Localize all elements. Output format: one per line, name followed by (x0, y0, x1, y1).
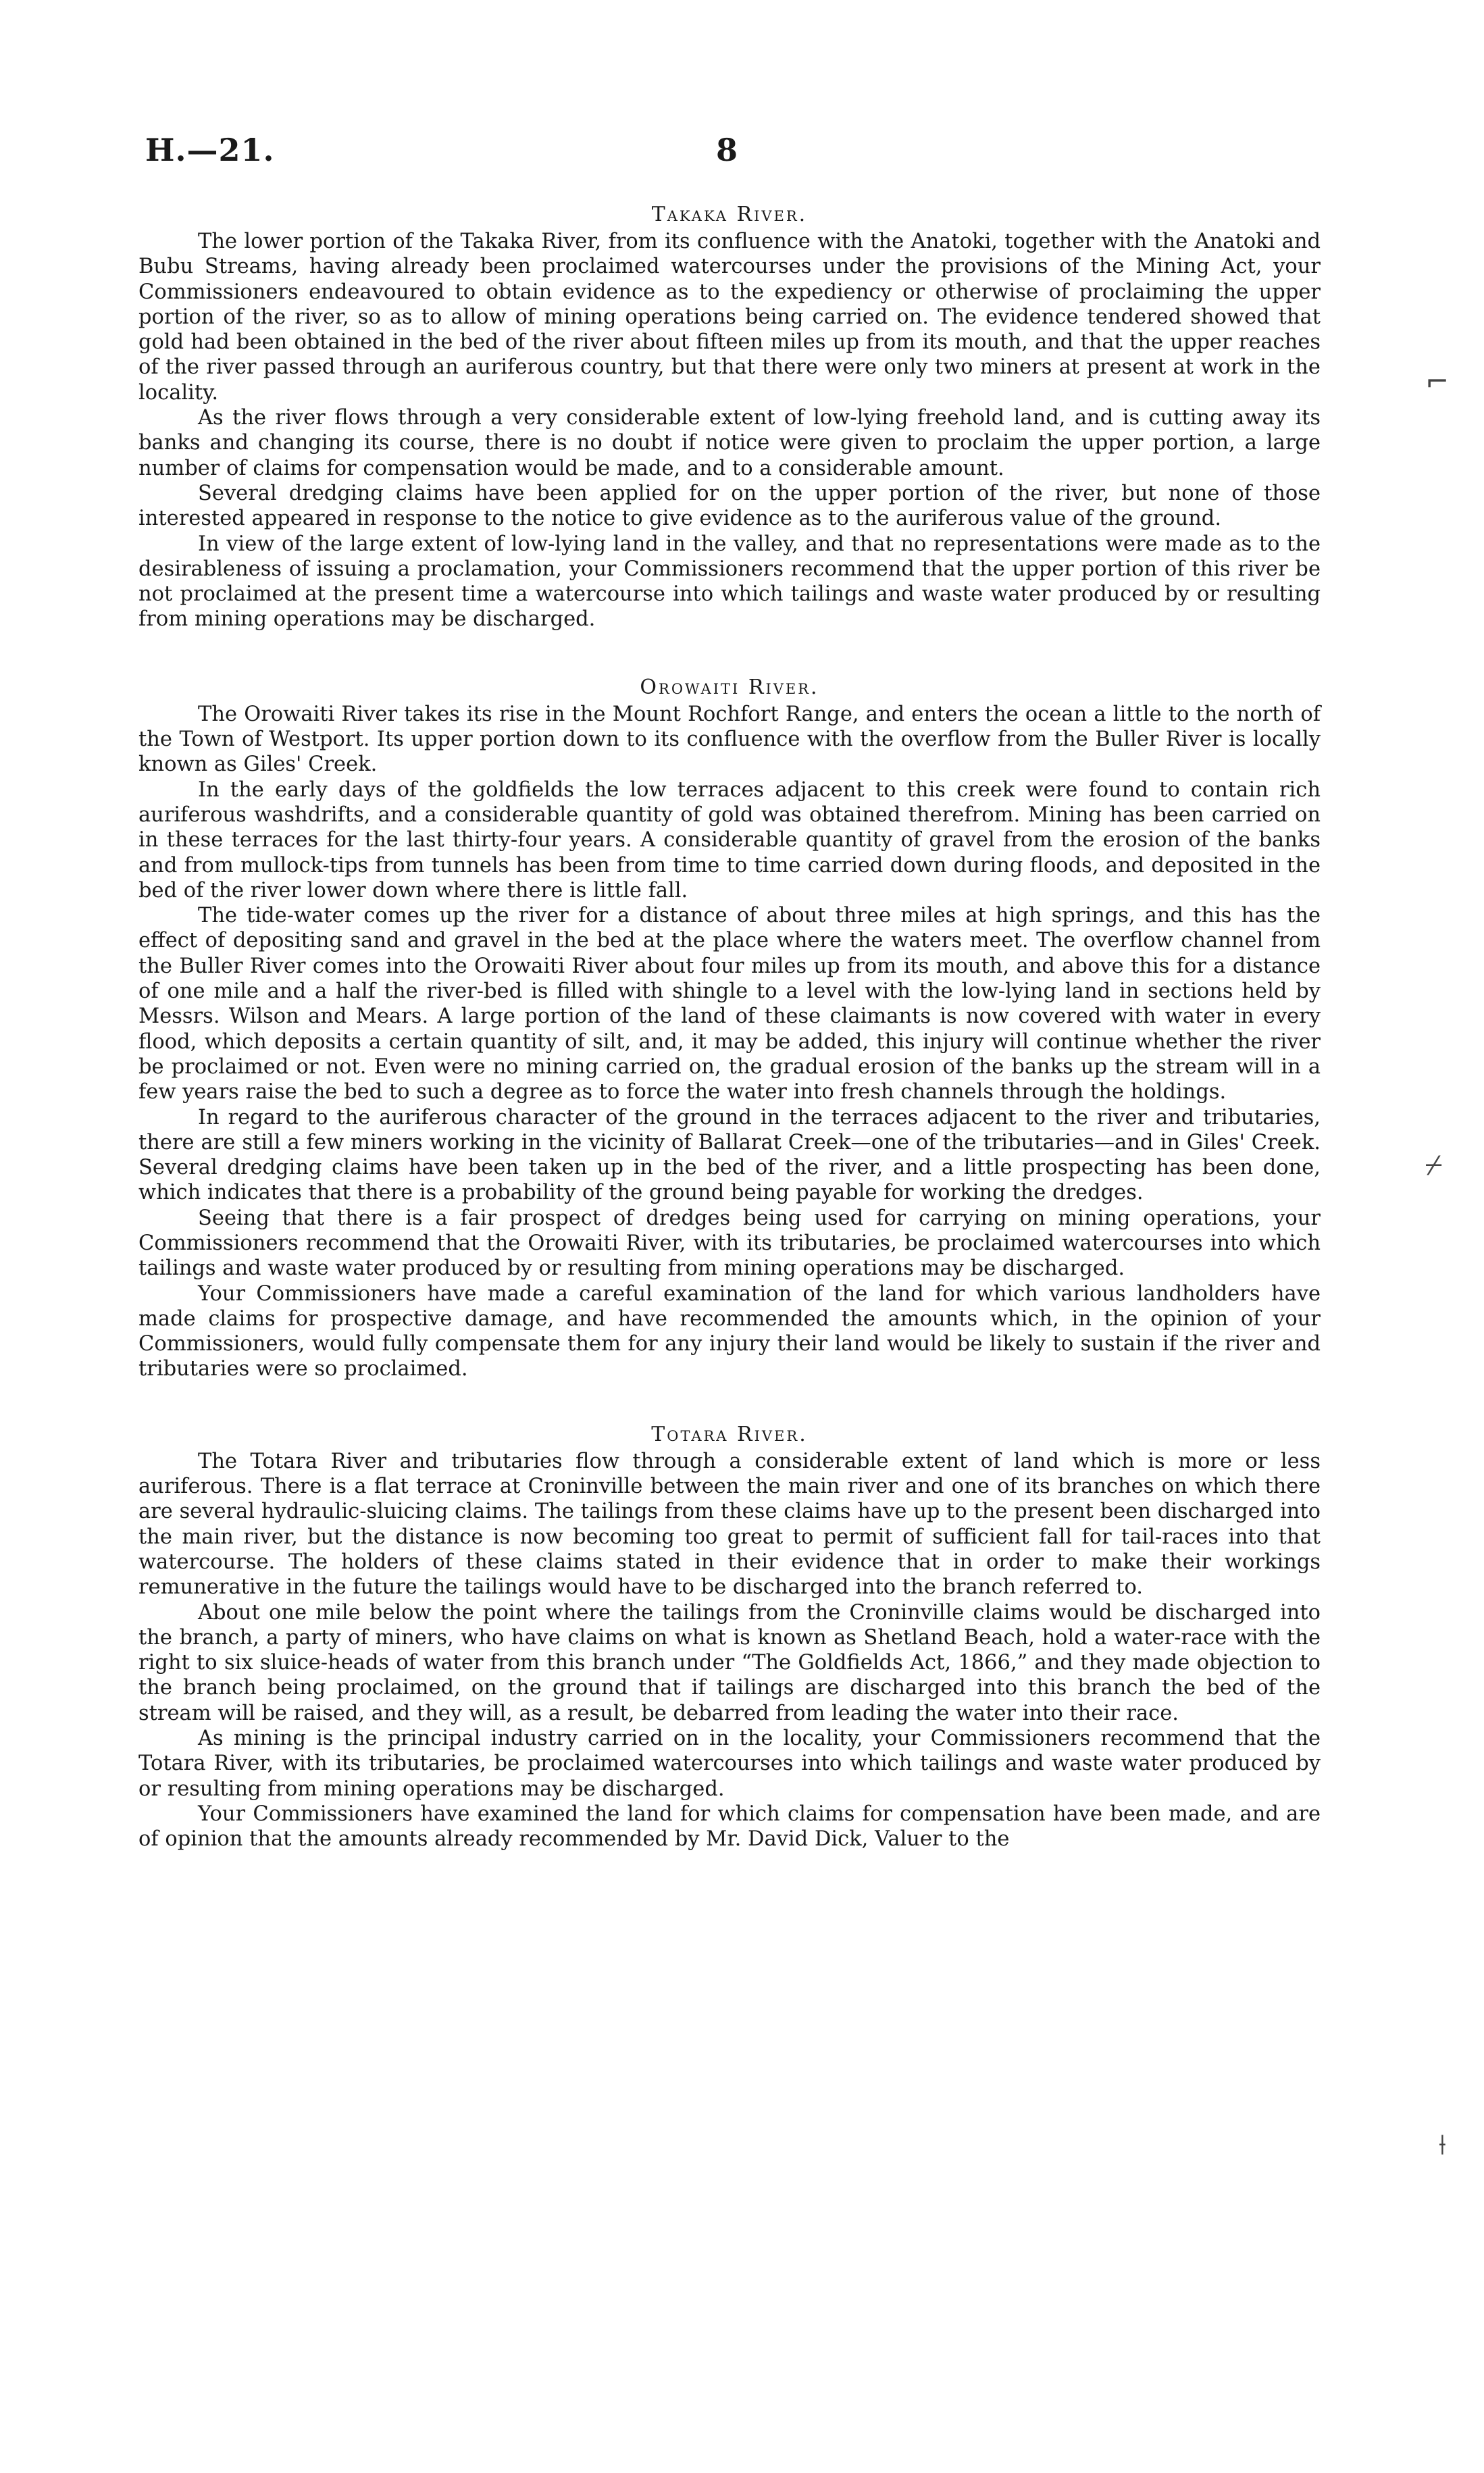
section-orowaiti-river (138, 675, 1321, 1382)
margin-mark-icon: ⌿ (1425, 1148, 1443, 1181)
paragraph: In view of the large extent of low-lying land in the valley, and that no representations were made as to the desirableness of issuing a proclamation, your Commissioners recommend that the upper portion of this river be not proclaimed at the present time a watercourse into which tailings and waste water produced by or resulting from mining operations may be discharged. (138, 532, 1321, 632)
paragraph: Your Commissioners have made a careful examination of the land for which various landholders have made claims for prospective damage, and have recommended the amounts which, in the opinion of your Commissioners, would fully compensate them for any injury their land would be likely to sustain if the river and tributaries were so proclaimed. (138, 1281, 1321, 1381)
paragraph: As the river flows through a very considerable extent of low-lying freehold land, and is cutting away its banks and changing its course, there is no doubt if notice were given to proclaim the upper portion, a large number of claims for compensation would be made, and to a considerable amount. (138, 406, 1321, 480)
margin-mark-icon: ⟊ (1439, 2128, 1446, 2161)
paragraph: In regard to the auriferous character of the ground in the terraces adjacent to the river and tributaries, there are still a few miners working in the vicinity of Ballarat Creek—one of the tributaries—and in Giles' Creek. Several dredging claims have been taken up in the bed of the river, and a little prospecting has been done, which indicates that there is a probability of the ground being payable for working the dredges. (138, 1105, 1321, 1205)
paragraph: Your Commissioners have examined the land for which claims for compensation have been made, and are of opinion that the amounts already recommended by Mr. David Dick, Valuer to the (138, 1802, 1321, 1852)
paragraph: Seeing that there is a fair prospect of dredges being used for carrying on mining operations, your Commissioners recommend that the Orowaiti River, with its tributaries, be proclaimed watercourses into which tailings and waste water produced by or resulting from mining operations may be discharged. (138, 1206, 1321, 1281)
page-number: 8 (716, 132, 738, 168)
paragraph: As mining is the principal industry carried on in the locality, your Commissioners recommend that the Totara River, with its tributaries, be proclaimed watercourses into which tailings and waste water produced by or resulting from mining operations may be discharged. (138, 1727, 1321, 1801)
document-body (138, 203, 1321, 1852)
section-totara-river (138, 1423, 1321, 1852)
document-reference: H.—21. (145, 132, 275, 168)
paragraph: The lower portion of the Takaka River, from its confluence with the Anatoki, together with the Anatoki and Bubu Streams, having already been proclaimed watercourses under the provisions of the Mining Act, your Commissioners endeavoured to obtain evidence as to the expediency or otherwise of proclaiming the upper portion of the river, so as to allow of mining operations being carried on. The evidence tendered showed that gold had been obtained in the bed of the river about fifteen miles up from its mouth, and that the upper reaches of the river passed through an auriferous country, but that there were only two miners at present at work in the locality. (138, 230, 1321, 405)
section-spacer (138, 632, 1321, 675)
section-heading: Orowaiti River. (640, 675, 819, 699)
margin-mark-icon: ⌐ (1425, 365, 1450, 398)
paragraph: Several dredging claims have been applied for on the upper portion of the river, but none of those interested appeared in response to the notice to give evidence as to the auriferous value of the ground. (138, 481, 1321, 531)
paragraph: About one mile below the point where the tailings from the Croninville claims would be discharged into the branch, a party of miners, who have claims on what is known as Shetland Beach, hold a water-race with the right to six sluice-heads of water from this branch under “The Goldfields Act, 1866,” and they made objection to the branch being proclaimed, on the ground that if tailings are discharged into this branch the bed of the stream will be raised, and they will, as a result, be debarred from leading the water into their race. (138, 1600, 1321, 1725)
section-spacer (138, 1382, 1321, 1423)
paragraph: The tide-water comes up the river for a distance of about three miles at high springs, and this has the effect of depositing sand and gravel in the bed at the place where the waters meet. The overflow channel from the Buller River comes into the Orowaiti River about four miles up from its mouth, and above this for a distance of one mile and a half the river-bed is filled with shingle to a level with the low-lying land in sections held by Messrs. Wilson and Mears. A large portion of the land of these claimants is now covered with water in every flood, which deposits a certain quantity of silt, and, it may be added, this injury will continue whether the river be proclaimed or not. Even were no mining carried on, the gradual erosion of the banks up the stream will in a few years raise the bed to such a degree as to force the water into fresh channels through the holdings. (138, 904, 1321, 1104)
paragraph: The Orowaiti River takes its rise in the Mount Rochfort Range, and enters the ocean a little to the north of the Town of Westport. Its upper portion down to its confluence with the overflow from the Buller River is locally known as Giles' Creek. (138, 702, 1321, 777)
paragraph: The Totara River and tributaries flow through a considerable extent of land which is more or less auriferous. There is a flat terrace at Croninville between the main river and one of its branches on which there are several hydraulic-sluicing claims. The tailings from these claims have up to the present been discharged into the main river, but the distance is now becoming too great to permit of sufficient fall for tail-races into that watercourse. The holders of these claims stated in their evidence that in order to make their workings remunerative in the future the tailings would have to be discharged into the branch referred to. (138, 1449, 1321, 1600)
paragraph: In the early days of the goldfields the low terraces adjacent to this creek were found to contain rich auriferous washdrifts, and a considerable quantity of gold was obtained therefrom. Mining has been carried on in these terraces for the last thirty-four years. A considerable quantity of gravel from the erosion of the banks and from mullock-tips from tunnels has been from time to time carried down during floods, and deposited in the bed of the river lower down where there is little fall. (138, 777, 1321, 902)
section-takaka-river (138, 203, 1321, 632)
section-heading: Takaka River. (651, 203, 808, 226)
section-heading: Totara River. (651, 1422, 808, 1446)
